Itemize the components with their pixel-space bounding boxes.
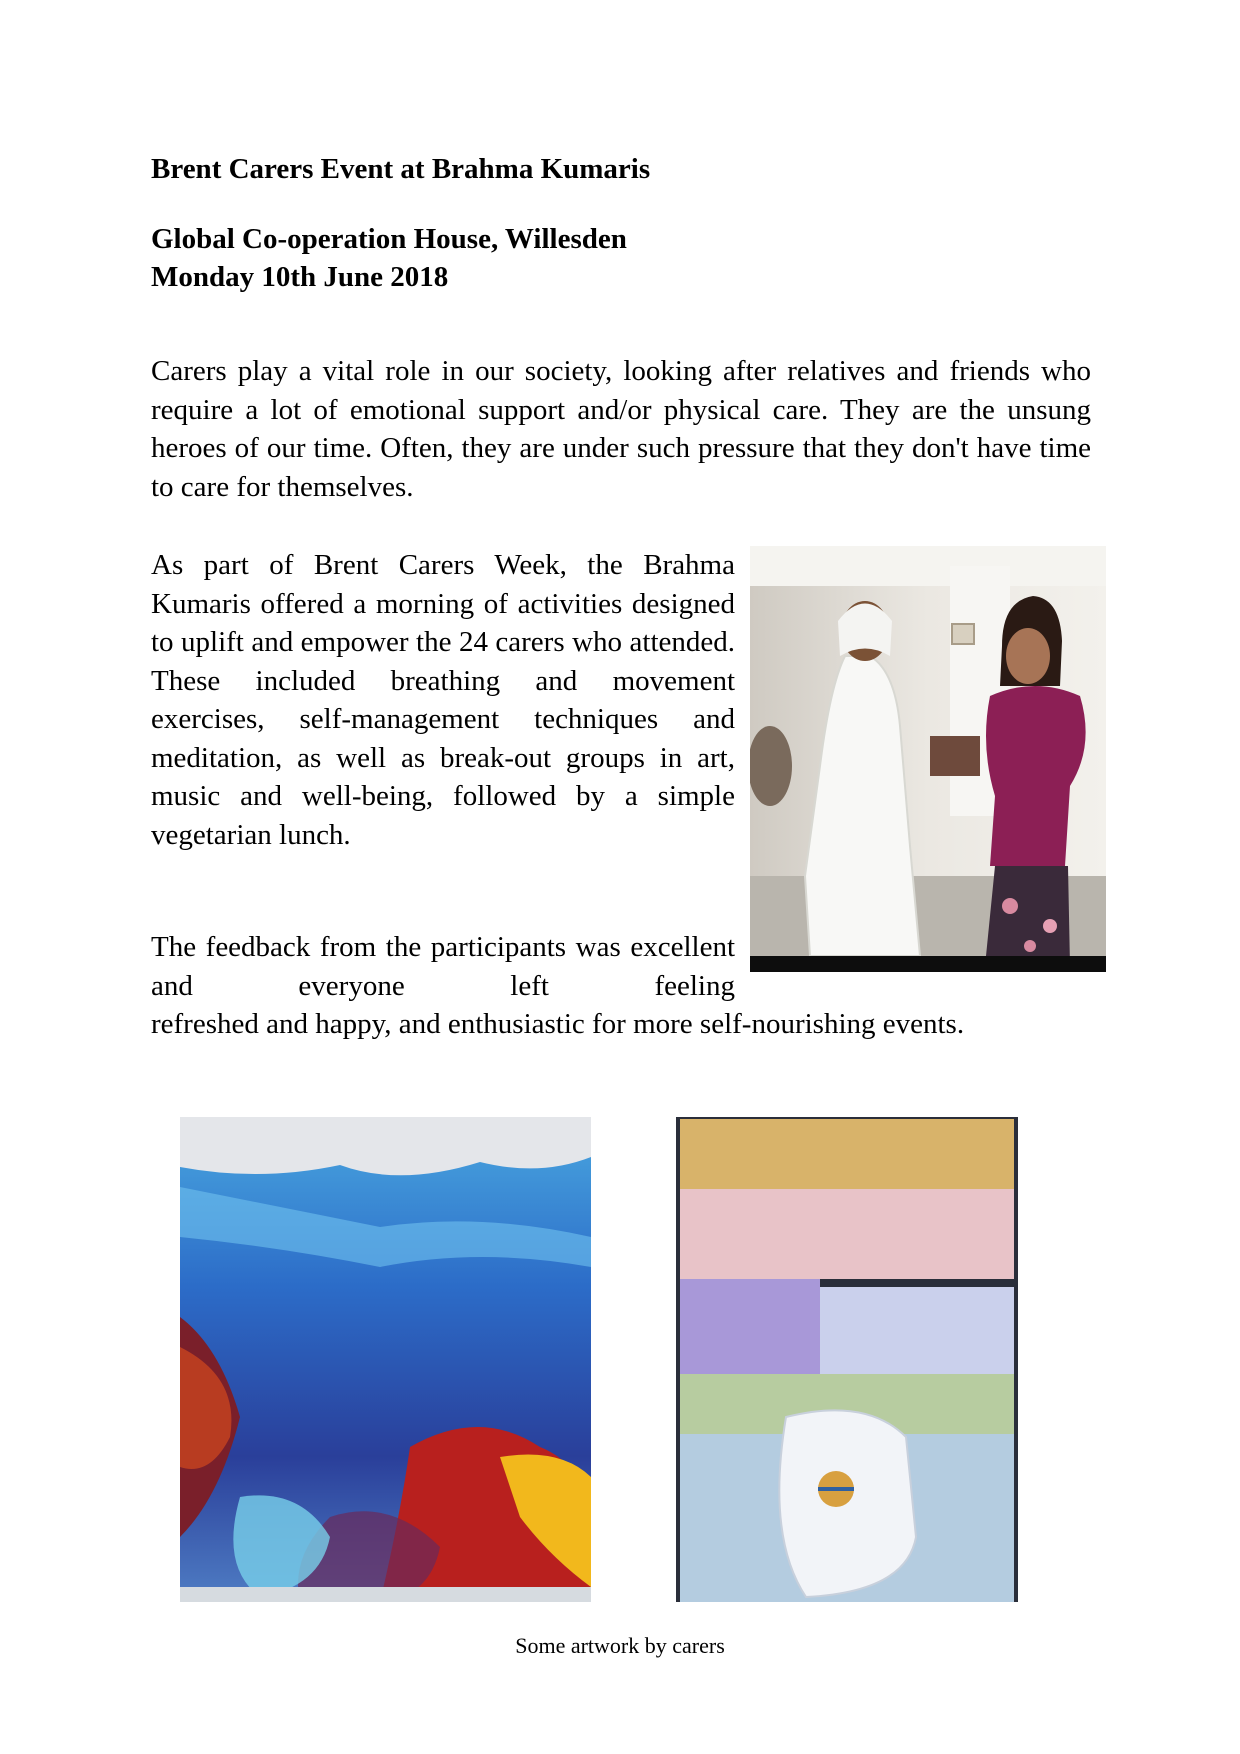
artwork-caption: Some artwork by carers	[515, 1633, 725, 1658]
feedback-text-wrapped: The feedback from the participants was excellent and everyone left feeling	[151, 931, 735, 1002]
venue-heading: Global Co-operation House, Willesden	[151, 223, 627, 255]
date-heading: Monday 10th June 2018	[151, 261, 449, 293]
artwork-left	[180, 1117, 591, 1602]
document-title: Brent Carers Event at Brahma Kumaris	[151, 153, 651, 185]
intro-paragraph: Carers play a vital role in our society, looking after relatives and friends who require a lot of emotional support and/or physical care. They are the unsung heroes of our time. Often, they are under such pressure that they don't have time to care for themselves.	[151, 355, 1091, 503]
meeting-photo	[750, 546, 1106, 972]
feedback-text-tail: refreshed and happy, and enthusiastic for more self-nourishing events.	[151, 1008, 965, 1040]
activities-paragraph: As part of Brent Carers Week, the Brahma Kumaris offered a morning of activities designed to uplift and empower the 24 carers who attended. These included breathing and movement exercises, self-management techniques and meditation, as well as break-out groups in art, music and well-being, followed by a simple vegetarian lunch.	[151, 549, 735, 851]
artwork-right	[676, 1117, 1018, 1602]
